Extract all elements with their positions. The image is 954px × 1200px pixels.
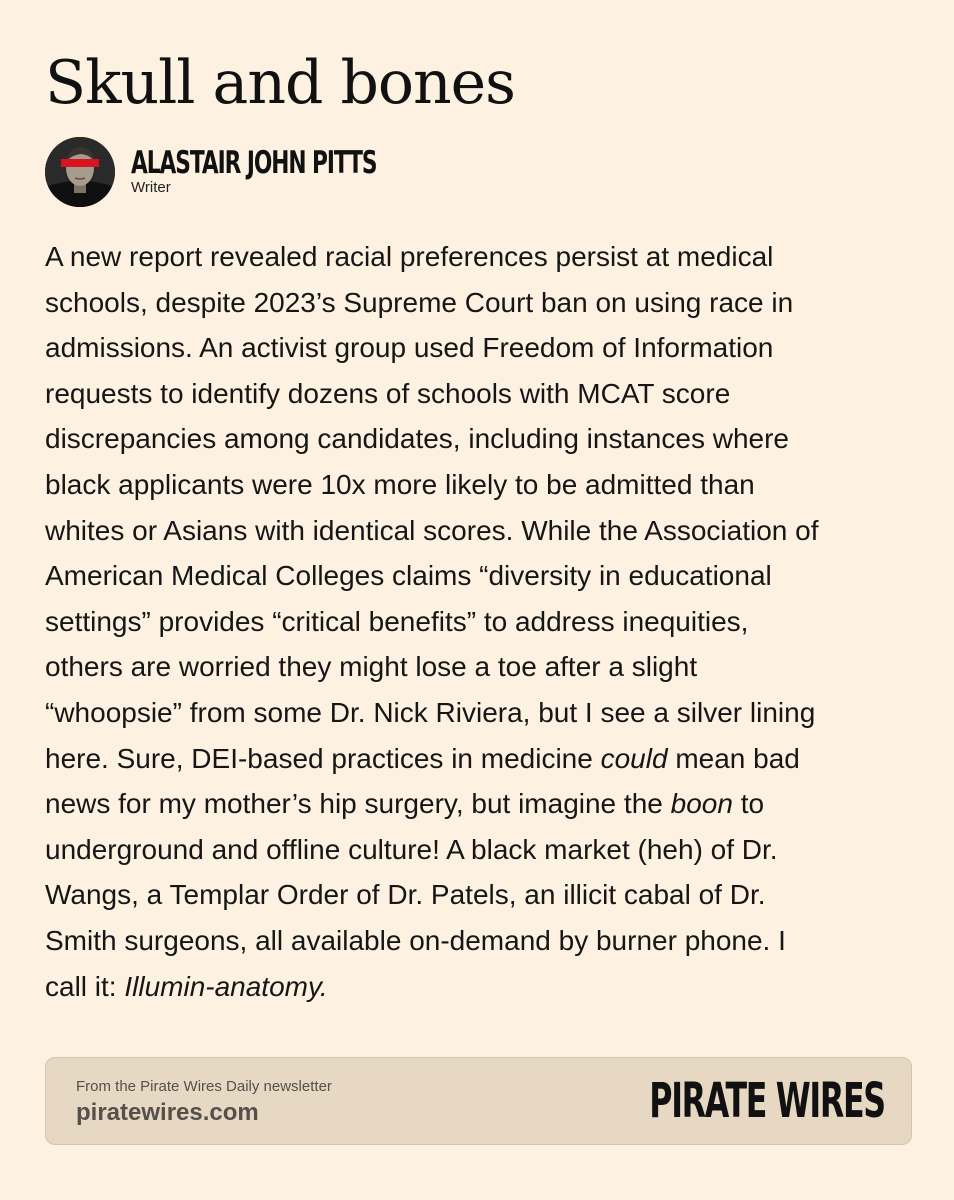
author-name: ALASTAIR JOHN PITTS xyxy=(131,144,377,181)
emphasis-text: Illumin-anatomy. xyxy=(124,970,328,1002)
body-text-segment: here. Sure, DEI-based practices in medicine xyxy=(45,742,601,774)
body-text-segment: Wangs, a Templar Order of Dr. Patels, an illicit cabal of Dr. xyxy=(45,879,766,911)
pirate-wires-logo-text: PIRATE WIRES xyxy=(649,1073,885,1129)
body-text-segment: call it: xyxy=(45,970,125,1002)
censor-bar xyxy=(61,159,99,167)
author-avatar xyxy=(45,137,115,207)
body-text-segment: A new report revealed racial preferences persist at medical xyxy=(45,241,774,272)
body-line xyxy=(45,325,915,371)
body-line xyxy=(45,644,915,690)
body-line xyxy=(45,416,915,462)
article-title: Skull and bones xyxy=(45,48,515,118)
body-text-segment: whites or Asians with identical scores. While the Association of xyxy=(45,514,819,546)
body-line xyxy=(45,918,915,964)
body-line xyxy=(45,462,915,508)
emphasis-text: could xyxy=(600,742,668,774)
footer-url-link[interactable]: piratewires.com xyxy=(76,1099,259,1126)
body-text-segment: “whoopsie” from some Dr. Nick Riviera, but I see a silver lining xyxy=(45,696,816,728)
body-line xyxy=(45,599,915,645)
body-text-segment: American Medical Colleges claims “diversity in educational xyxy=(45,560,772,592)
pirate-wires-logo xyxy=(528,1075,885,1127)
author-avatar-image xyxy=(45,137,115,207)
body-text-segment: underground and offline culture! A black market (heh) of Dr. xyxy=(45,833,778,865)
emphasis-text: boon xyxy=(670,788,733,820)
footer-caption: From the Pirate Wires Daily newsletter xyxy=(76,1078,332,1095)
body-text-segment: discrepancies among candidates, including instances where xyxy=(45,423,789,455)
body-line xyxy=(45,553,915,599)
author-role: Writer xyxy=(131,178,171,196)
body-text-segment: schools, despite 2023’s Supreme Court ban on using race in xyxy=(45,286,794,318)
newsletter-footer xyxy=(45,1057,912,1145)
body-text-segment: others are worried they might lose a toe after a slight xyxy=(45,651,698,683)
body-text-segment: Smith surgeons, all available on-demand by burner phone. I xyxy=(45,924,786,956)
body-text-segment: mean bad xyxy=(667,742,800,774)
body-line xyxy=(45,234,915,280)
body-text-segment: admissions. An activist group used Freedom of Information xyxy=(45,332,774,364)
body-text-segment: requests to identify dozens of schools with MCAT score xyxy=(45,377,731,409)
article-body xyxy=(45,234,915,1009)
body-text-segment: black applicants were 10x more likely to be admitted than xyxy=(45,468,755,500)
body-line xyxy=(45,964,915,1010)
body-text-segment: to xyxy=(732,788,765,820)
body-text-segment: news for my mother’s hip surgery, but imagine the xyxy=(45,788,671,820)
body-text-segment: settings” provides “critical benefits” to address inequities, xyxy=(45,605,749,637)
body-line xyxy=(45,280,915,326)
body-line xyxy=(45,827,915,873)
body-line xyxy=(45,371,915,417)
body-line xyxy=(45,872,915,918)
body-line xyxy=(45,690,915,736)
author-byline xyxy=(45,137,482,207)
body-line xyxy=(45,736,915,782)
body-line xyxy=(45,508,915,554)
body-line xyxy=(45,781,915,827)
